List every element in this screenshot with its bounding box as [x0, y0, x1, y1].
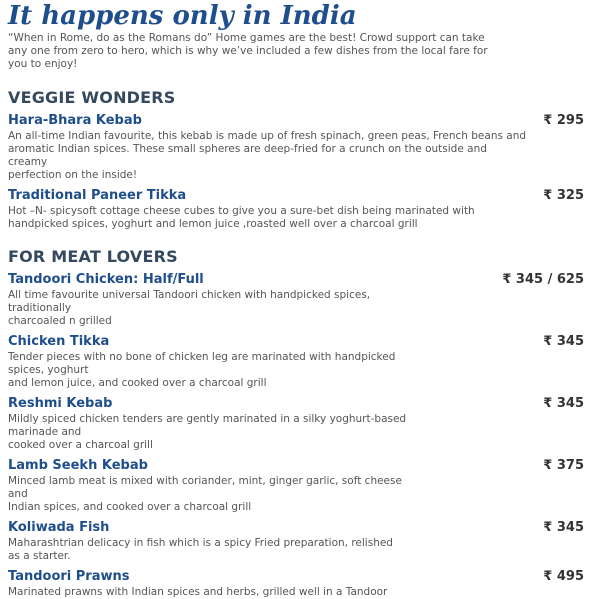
description-line: and lemon juice, and cooked over a charcoal grill [8, 377, 267, 389]
description-line: Minced lamb meat is mixed with coriander, mint, ginger garlic, soft cheese and [8, 475, 402, 500]
menu-item-koliwada-fish [8, 520, 588, 563]
section-veggie-wonders [8, 88, 588, 231]
menu-page [8, 0, 588, 599]
item-description [8, 351, 418, 390]
section-heading: FOR MEAT LOVERS [8, 247, 178, 266]
item-price: ₹ 345 [543, 396, 584, 411]
section-heading: VEGGIE WONDERS [8, 88, 176, 107]
menu-item-paneer-tikka [8, 188, 588, 231]
item-price: ₹ 325 [543, 188, 584, 203]
item-description [8, 413, 418, 452]
item-price: ₹ 375 [543, 458, 584, 473]
description-line: handpicked spices, yoghurt and lemon juice ,roasted well over a charcoal grill [8, 218, 418, 230]
menu-item-lamb-seekh-kebab [8, 458, 588, 514]
description-line: Hot –N- spicysoft cottage cheese cubes to give you a sure-bet dish being marinated with [8, 205, 475, 217]
item-description [8, 537, 418, 563]
item-price: ₹ 345 [543, 334, 584, 349]
intro-line: you to enjoy! [8, 58, 78, 70]
item-description [8, 130, 528, 182]
item-price: ₹ 345 [543, 520, 584, 535]
item-name: Reshmi Kebab [8, 396, 113, 411]
menu-item-tandoori-chicken [8, 272, 588, 328]
item-name: Tandoori Chicken: Half/Full [8, 272, 204, 287]
description-line: An all-time Indian favourite, this kebab is made up of fresh spinach, green peas, French beans and [8, 130, 527, 142]
item-description [8, 205, 528, 231]
description-line: Mildly spiced chicken tenders are gently marinated in a silky yoghurt-based marinade and [8, 413, 407, 438]
menu-item-chicken-tikka [8, 334, 588, 390]
menu-item-reshmi-kebab [8, 396, 588, 452]
section-meat-lovers [8, 247, 588, 599]
item-name: Chicken Tikka [8, 334, 110, 349]
description-line: perfection on the inside! [8, 169, 138, 181]
description-line: Indian spices, and cooked over a charcoal grill [8, 501, 252, 513]
description-line: charcoaled n grilled [8, 315, 112, 327]
menu-item-tandoori-prawns [8, 569, 588, 599]
description-line: All time favourite universal Tandoori chicken with handpicked spices, traditionally [8, 289, 371, 314]
description-line: aromatic Indian spices. These small spheres are deep-fried for a crunch on the outside and creamy [8, 143, 487, 168]
intro-line: any one from zero to hero, which is why we’ve included a few dishes from the local fare for [8, 45, 488, 57]
description-line: Maharashtrian delicacy in fish which is a spicy Fried preparation, relished [8, 537, 393, 549]
item-price: ₹ 495 [543, 569, 584, 584]
description-line: cooked over a charcoal grill [8, 439, 153, 451]
item-price: ₹ 345 / 625 [502, 272, 584, 287]
item-name: Lamb Seekh Kebab [8, 458, 148, 473]
description-line: as a starter. [8, 550, 71, 562]
item-price: ₹ 295 [543, 113, 584, 128]
intro-line: “When in Rome, do as the Romans do” Home games are the best! Crowd support can take [8, 32, 485, 44]
menu-item-hara-bhara-kebab [8, 113, 588, 182]
item-description [8, 289, 418, 328]
intro-text [8, 32, 488, 71]
item-name: Traditional Paneer Tikka [8, 188, 187, 203]
item-description [8, 475, 418, 514]
description-line: Tender pieces with no bone of chicken leg are marinated with handpicked spices, yoghurt [8, 351, 396, 376]
description-line: Marinated prawns with Indian spices and herbs, grilled well in a Tandoor [8, 586, 388, 598]
item-description [8, 586, 418, 599]
page-title: It happens only in India [8, 1, 357, 31]
item-name: Tandoori Prawns [8, 569, 130, 584]
item-name: Koliwada Fish [8, 520, 110, 535]
item-name: Hara-Bhara Kebab [8, 113, 142, 128]
